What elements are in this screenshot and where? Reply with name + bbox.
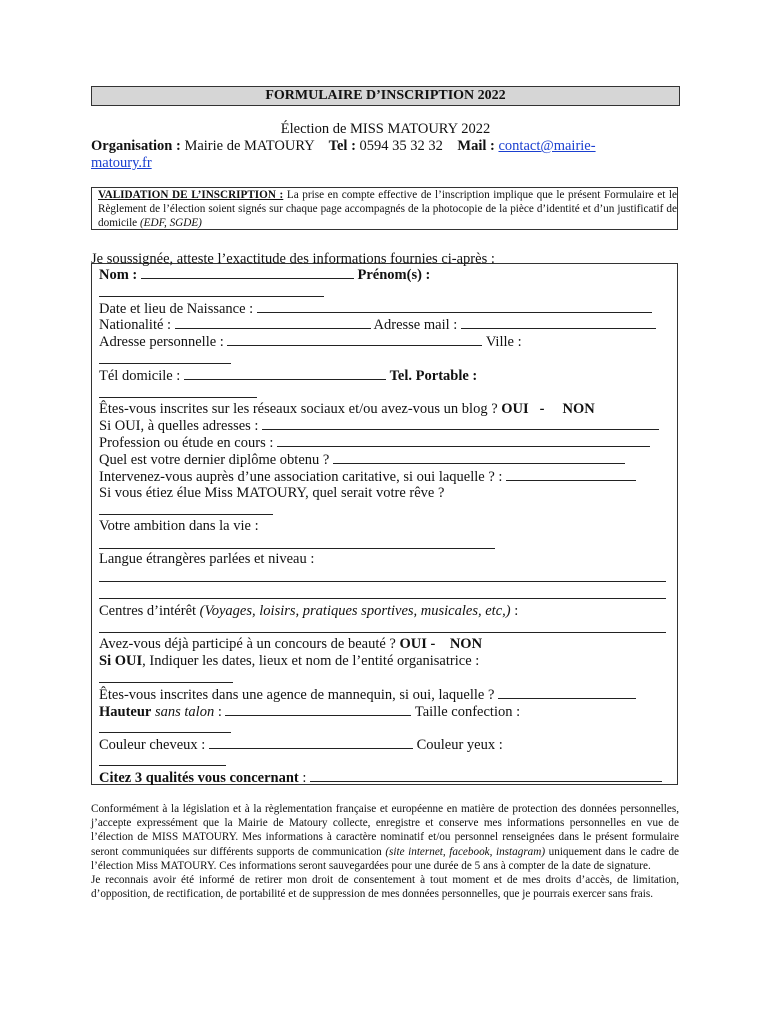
agence-label: Êtes-vous inscrites dans une agence de mannequin, si oui, laquelle ? <box>99 687 495 703</box>
row-profession <box>99 434 650 451</box>
centres-input[interactable] <box>99 632 666 633</box>
row-diplome <box>99 451 625 468</box>
legal-p1-end: uniquement dans le cadre de l’élection Miss MATOURY. Ces informations seront sauvegardées pour une durée de 5 ans à compter de la date de signature. <box>91 845 679 872</box>
tel-label: Tel : <box>328 138 356 154</box>
organisation-line-2 <box>91 155 681 172</box>
adresses-input[interactable] <box>262 417 659 430</box>
hauteur-colon: : <box>217 704 222 720</box>
profession-label: Profession ou étude en cours : <box>99 435 274 451</box>
diplome-input[interactable] <box>333 451 625 464</box>
mail-label: Mail : <box>457 138 495 154</box>
qualites-input[interactable] <box>310 769 662 782</box>
prenom-label: Prénom(s) : <box>357 267 431 283</box>
reseaux-non-option[interactable]: NON <box>562 401 595 417</box>
validation-docs: (EDF, SGDE) <box>139 217 202 229</box>
legal-paragraph-1 <box>91 802 679 873</box>
centres-examples: (Voyages, loisirs, pratiques sportives, musicales, etc,) <box>199 603 511 619</box>
nationalite-input[interactable] <box>175 316 371 329</box>
si-oui-label: Si OUI <box>99 653 143 669</box>
taille-input[interactable] <box>99 732 231 733</box>
legal-p1-text: Conformément à la législation et à la règlementation française et européenne en matière de protection des données personnelles, j’accepte expressément que la Mairie de Matoury collecte, enregistre et conserve mes informations personnelles en vue de l’élection de MISS MATOURY. Mes informations à caractère nominatif et/ou personnel renseignées dans le présent formulaire seront communiquées sur différents supports de communication <box>91 803 679 858</box>
mail-link[interactable]: contact@mairie- <box>498 138 596 154</box>
taille-label: Taille confection : <box>414 704 521 720</box>
nom-label: Nom : <box>99 267 138 283</box>
row-telephone <box>99 367 477 384</box>
organisation-line <box>91 138 681 155</box>
validation-heading: VALIDATION DE L’INSCRIPTION : <box>98 189 284 201</box>
legal-p1-supports: (site internet, facebook, instagram) <box>385 845 546 858</box>
tel-portable-label: Tel. Portable : <box>389 368 478 384</box>
adresse-mail-label: Adresse mail : <box>373 317 458 333</box>
row-hauteur <box>99 703 520 720</box>
row-agence <box>99 686 636 703</box>
si-oui-text: , Indiquer les dates, lieux et nom de l’entité organisatrice : <box>142 653 480 669</box>
org-label: Organisation : <box>91 138 181 154</box>
association-input[interactable] <box>506 468 636 481</box>
row-adresse <box>99 333 522 350</box>
adresse-mail-input[interactable] <box>461 316 656 329</box>
row-si-oui <box>99 653 479 669</box>
diplome-label: Quel est votre dernier diplôme obtenu ? <box>99 452 330 468</box>
row-reve <box>99 485 444 501</box>
profession-input[interactable] <box>277 434 650 447</box>
cheveux-input[interactable] <box>209 736 413 749</box>
row-ambition <box>99 518 259 534</box>
reseaux-separator: - <box>539 401 545 417</box>
reseaux-question: Êtes-vous inscrites sur les réseaux sociaux et/ou avez-vous un blog ? <box>99 401 498 417</box>
row-centres <box>99 603 518 619</box>
hauteur-label: Hauteur <box>99 704 152 720</box>
mail-link-continued[interactable]: matoury.fr <box>91 155 152 171</box>
row-reseaux <box>99 401 595 417</box>
langues-label: Langue étrangères parlées et niveau : <box>99 551 315 567</box>
attestation-intro: Je soussignée, atteste l’exactitude des informations fournies ci-après : <box>91 251 495 267</box>
ambition-input[interactable] <box>99 548 495 549</box>
concours-options[interactable]: OUI - NON <box>399 636 483 652</box>
row-association <box>99 468 636 485</box>
legal-notice <box>91 802 679 901</box>
sans-talon-label: sans talon <box>154 704 215 720</box>
validation-notice <box>91 187 678 230</box>
adresse-perso-input[interactable] <box>227 333 482 346</box>
tel-value: 0594 35 32 32 <box>359 138 443 154</box>
validation-text: La prise en compte effective de l’inscription implique que le présent Formulaire et le Règlement de l’élection soient signés sur chaque page accompagnés de la photocopie de la pièce d’identité et d’un justificatif de domicile <box>98 189 678 229</box>
row-adresses <box>99 417 659 434</box>
ville-label: Ville : <box>485 334 522 350</box>
adresse-perso-label: Adresse personnelle : <box>99 334 224 350</box>
agence-input[interactable] <box>498 686 636 699</box>
naissance-input[interactable] <box>257 300 652 313</box>
qualites-colon: : <box>302 770 307 786</box>
row-nom <box>99 266 430 283</box>
langues-input-1[interactable] <box>99 581 666 582</box>
concours-label: Avez-vous déjà participé à un concours de beauté ? <box>99 636 396 652</box>
langues-input-2[interactable] <box>99 598 666 599</box>
ville-input[interactable] <box>99 363 231 364</box>
form-title: FORMULAIRE D’INSCRIPTION 2022 <box>91 86 680 106</box>
tel-portable-input[interactable] <box>99 397 257 398</box>
yeux-label: Couleur yeux : <box>416 737 503 753</box>
tel-domicile-input[interactable] <box>184 367 386 380</box>
row-nationalite <box>99 316 656 333</box>
reseaux-oui-option[interactable]: OUI <box>501 401 529 417</box>
yeux-input[interactable] <box>99 765 226 766</box>
centres-colon: : <box>514 603 519 619</box>
si-oui-input[interactable] <box>99 682 233 683</box>
naissance-label: Date et lieu de Naissance : <box>99 301 254 317</box>
centres-label: Centres d’intérêt <box>99 603 197 619</box>
prenom-input[interactable] <box>99 296 324 297</box>
org-value: Mairie de MATOURY <box>184 138 315 154</box>
row-qualites <box>99 769 662 786</box>
nom-input[interactable] <box>141 266 354 279</box>
nationalite-label: Nationalité : <box>99 317 172 333</box>
row-concours <box>99 636 482 652</box>
row-cheveux <box>99 736 503 753</box>
row-langues <box>99 551 314 567</box>
hauteur-input[interactable] <box>225 703 411 716</box>
legal-paragraph-2: Je reconnais avoir été informé de retirer mon droit de consentement à tout moment et de mes droits d’accès, de limitation, d’opposition, de rectification, de portabilité et de suppression de mes données personnelles, que je pourrais exercer sans frais. <box>91 874 679 901</box>
adresses-label: Si OUI, à quelles adresses : <box>99 418 259 434</box>
cheveux-label: Couleur cheveux : <box>99 737 206 753</box>
election-title: Élection de MISS MATOURY 2022 <box>280 121 491 137</box>
ambition-label: Votre ambition dans la vie : <box>99 518 259 534</box>
reve-label: Si vous étiez élue Miss MATOURY, quel serait votre rêve ? <box>99 485 445 501</box>
association-label: Intervenez-vous auprès d’une association caritative, si oui laquelle ? : <box>99 469 503 485</box>
row-naissance <box>99 300 652 317</box>
reve-input[interactable] <box>99 514 273 515</box>
tel-domicile-label: Tél domicile : <box>99 368 181 384</box>
qualites-label: Citez 3 qualités vous concernant <box>99 770 299 786</box>
